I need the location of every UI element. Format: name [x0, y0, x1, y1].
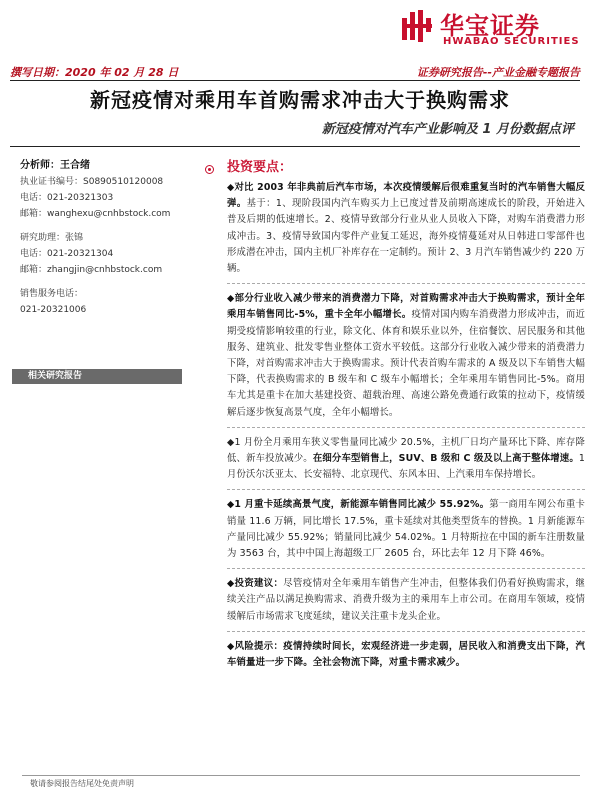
logo-english-name: HWABAO SECURITIES [443, 36, 580, 47]
assistant-email[interactable]: 邮箱：zhangjin@cnhbstock.com [20, 265, 163, 275]
investment-advice: ◆投资建议：尽管疫情对全年乘用车销售产生冲击，但整体我们仍看好换购需求，继续关注产品以满足换购需求、消费升级为主的乘用车上市公司。在商用车领域，疫情缓解后市场需求飞度延续，建议关注重卡龙头企业。 [227, 578, 585, 622]
highlights-section [227, 160, 585, 671]
analyst-phone: 电话：021-20321303 [20, 193, 114, 203]
analyst-name: 分析师：王合绪 [20, 160, 90, 171]
analyst-email[interactable]: 邮箱：wanghexu@cnhbstock.com [20, 209, 171, 219]
bullet-circle-icon [205, 165, 214, 174]
sales-phone: 021-20321006 [20, 305, 87, 315]
company-logo [400, 6, 580, 50]
analyst-license: 执业证书编号：S0890510120008 [20, 177, 164, 187]
highlights-title: 投资要点： [227, 160, 293, 175]
paragraph-separator [227, 489, 585, 491]
hwabao-logo-icon [400, 8, 434, 44]
report-meta-row [10, 64, 580, 80]
sales-label: 销售服务电话： [20, 289, 84, 299]
highlight-paragraph-4: ◆1 月重卡延续高景气度，新能源车销售同比减少 55.92%。第一商用车网公布重卡销量 11.6 万辆，同比增长 17.5%，重卡延续对其他类型货车的替换。1 月新能源车产量同比减少 55.92%；销量同比减少 54.02%。1 月特斯拉在中国的新车注册数量为 3563 台，其中中国上海超级工厂 2605 台，环比去年 12 月下降 46%。 [227, 499, 585, 560]
logo-chinese-name: 华宝证券 [440, 12, 540, 40]
highlight-paragraph-2: ◆部分行业收入减少带来的消费潜力下降，对首购需求冲击大于换购需求，预计全年乘用车销售同比-5%，重卡全年小幅增长。疫情对国内购车消费潜力形成冲击，而近期受疫情影响较重的行业，除文化、体育和娱乐业以外，住宿餐饮、居民服务和其他服务、建筑业、批发零售业整体工资水平较低。这部分行业收入减少带来的消费潜力下降，对首购需求冲击大于换购需求。预计代表首购车需求的 A 级及以下车销售大幅下降，代表换购需求的 B 级车和 C 级车小幅增长；全年乘用车销售同比-5%。商用车尤其是重卡在加大基建投资、超载治理、高速公路免费通行政策的拉动下，疫情缓解后逐步恢复高景气度，全年小幅增长。 [227, 293, 586, 418]
title-divider [10, 146, 580, 147]
report-date: 撰写日期：2020 年 02 月 28 日 [10, 66, 179, 79]
paragraph-separator [227, 427, 585, 429]
highlight-paragraph-3: ◆1 月份全月乘用车狭义零售量同比减少 20.5%，主机厂日均产量环比下降、库存降低、新车投放减少。在细分车型销售上，SUV、B 级和 C 级及以上高于整体增速。1 月份沃尔沃亚太、长安福特、北京现代、东风本田、上汽乘用车保持增长。 [227, 436, 585, 481]
risk-warning: ◆风险提示：疫情持续时间长，宏观经济进一步走弱，居民收入和消费支出下降，汽车销量进一步下降。全社会物流下降，对重卡需求减少。 [227, 640, 585, 669]
paragraph-separator [227, 631, 585, 633]
report-subtitle: 新冠疫情对汽车产业影响及 1 月份数据点评 [321, 122, 574, 137]
report-category: 证券研究报告--产业金融专题报告 [416, 66, 580, 79]
report-title: 新冠疫情对乘用车首购需求冲击大于换购需求 [90, 88, 510, 112]
analyst-info-panel [20, 158, 185, 318]
paragraph-separator [227, 568, 585, 570]
assistant-name: 研究助理：张锦 [20, 233, 84, 243]
highlight-paragraph-1: ◆对比 2003 年非典前后汽车市场，本次疫情缓解后很难重复当时的汽车销售大幅反弹。基于：1、现阶段国内汽车购买力上已度过普及前期高速成长的阶段，开始进入普及后期的低速增长。2、疫情导致部分行业从业人员收入下降，对购车消费潜力形成冲击。3、疫情导致国内零件产业复工延迟，海外疫情蔓延对从日韩进口零部件也形成潜在冲击，国内主机厂补库存在一定制约。预计 2、3 月汽车销售减少约 220 万辆。 [227, 182, 586, 275]
assistant-phone: 电话：021-20321304 [20, 249, 114, 259]
disclaimer-footer: 敬请参阅报告结尾处免责声明 [22, 775, 580, 794]
highlights-header [227, 160, 585, 180]
paragraph-separator [227, 283, 585, 285]
related-reports-header: 相关研究报告 [12, 369, 182, 384]
header-divider [10, 80, 580, 81]
